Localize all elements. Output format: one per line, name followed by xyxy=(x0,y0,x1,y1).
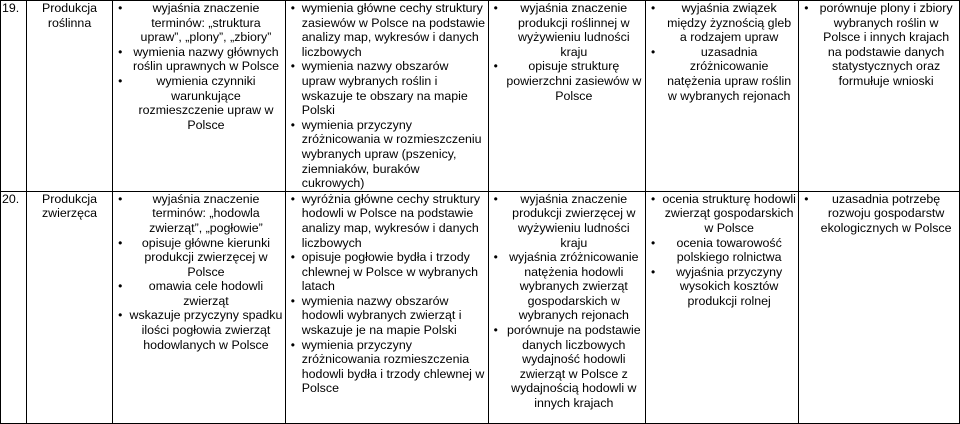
table-row xyxy=(1,1,960,192)
list-item: • uzasadnia zróżnicowanie natężenia upraw roślin w wybranych rejonach xyxy=(648,45,796,103)
requirements-cell xyxy=(113,191,286,423)
requirements-cell xyxy=(488,191,645,423)
list-item: • wymienia przyczyny zróżnicowania w rozmieszczeniu wybranych upraw (pszenicy, ziemniaków, buraków cukrowych) xyxy=(288,118,486,191)
list-item: • omawia cele hodowli zwierząt xyxy=(115,279,283,308)
list-item: • wyjaśnia przyczyny wysokich kosztów produkcji rolnej xyxy=(648,265,796,309)
requirements-cell xyxy=(799,191,960,423)
requirements-cell xyxy=(646,191,799,423)
list-item: • wymienia nazwy obszarów hodowli wybranych zwierząt i wskazuje je na mapie Polski xyxy=(288,294,486,338)
list-item: • ocenia towarowość polskiego rolnictwa xyxy=(648,236,796,265)
requirements-cell xyxy=(285,191,488,423)
list-item: • wymienia nazwy głównych roślin uprawnych w Polsce xyxy=(115,45,283,74)
list-item: • opisuje strukturę powierzchni zasiewów w Polsce xyxy=(491,59,643,103)
list-item: • wyjaśnia znaczenie produkcji zwierzęcej w wyżywieniu ludności kraju xyxy=(491,192,643,250)
list-item: • wyjaśnia związek między żyznością gleb a rodzajem upraw xyxy=(648,1,796,45)
list-item: • opisuje pogłowie bydła i trzody chlewnej w Polsce w wybranych latach xyxy=(288,250,486,294)
list-item: • wymienia czynniki warunkujące rozmieszczenie upraw w Polsce xyxy=(115,74,283,132)
list-item: • wskazuje przyczyny spadku ilości pogłowia zwierząt hodowlanych w Polsce xyxy=(115,308,283,352)
list-item: • wyjaśnia znaczenie produkcji roślinnej w wyżywieniu ludności kraju xyxy=(491,1,643,59)
table-row xyxy=(1,191,960,423)
lesson-topic: Produkcja zwierzęca xyxy=(26,191,112,423)
list-item: • wyjaśnia znaczenie terminów: „hodowla zwierząt”, „pogłowie” xyxy=(115,192,283,236)
requirements-cell xyxy=(113,1,286,192)
list-item: • wyróżnia główne cechy struktury hodowli w Polsce na podstawie analizy map, wykresów i danych liczbowych xyxy=(288,192,486,250)
list-item: • wymienia główne cechy struktury zasiewów w Polsce na podstawie analizy map, wykresów i danych liczbowych xyxy=(288,1,486,59)
list-item: • wymienia przyczyny zróżnicowania rozmieszczenia hodowli bydła i trzody chlewnej w Polsce xyxy=(288,338,486,396)
lesson-topic: Produkcja roślinna xyxy=(26,1,112,192)
lesson-number: 19. xyxy=(1,1,27,192)
list-item: • wyjaśnia znaczenie terminów: „struktura upraw”, „plony”, „zbiory” xyxy=(115,1,283,45)
lesson-number: 20. xyxy=(1,191,27,423)
list-item: • porównuje plony i zbiory wybranych roślin w Polsce i innych krajach na podstawie danych statystycznych oraz formułuje wnioski xyxy=(801,1,957,89)
list-item: • uzasadnia potrzebę rozwoju gospodarstw ekologicznych w Polsce xyxy=(801,192,957,236)
list-item: • wyjaśnia zróżnicowanie natężenia hodowli wybranych zwierząt gospodarskich w wybranych rejonach xyxy=(491,250,643,323)
list-item: • porównuje na podstawie danych liczbowych wydajność hodowli zwierząt w Polsce z wydajnością hodowli w innych krajach xyxy=(491,323,643,411)
list-item: • wymienia nazwy obszarów upraw wybranych roślin i wskazuje te obszary na mapie Polski xyxy=(288,59,486,117)
requirements-cell xyxy=(285,1,488,192)
requirements-cell xyxy=(799,1,960,192)
list-item: • opisuje główne kierunki produkcji zwierzęcej w Polsce xyxy=(115,236,283,280)
requirements-cell xyxy=(646,1,799,192)
requirements-cell xyxy=(488,1,645,192)
list-item: • ocenia strukturę hodowli zwierząt gospodarskich w Polsce xyxy=(648,192,796,236)
